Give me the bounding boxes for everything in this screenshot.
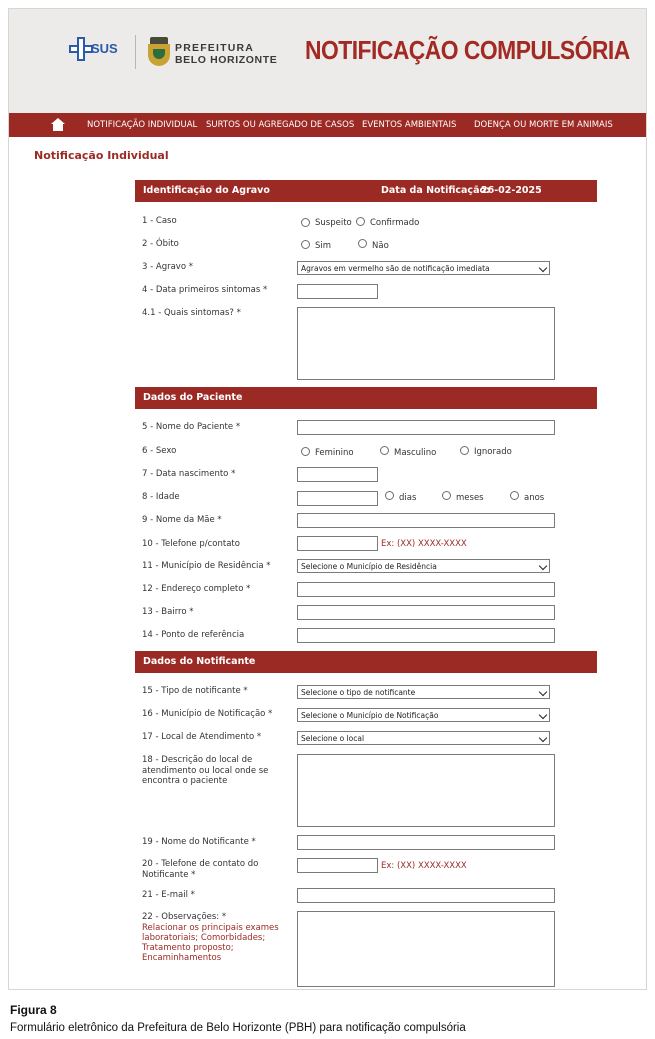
caso-label: 1 - Caso bbox=[142, 216, 177, 226]
sexo-ignorado-radio[interactable] bbox=[460, 446, 469, 455]
telefone-notificante-input[interactable] bbox=[297, 858, 378, 873]
tipo-notificante-select[interactable] bbox=[297, 685, 550, 699]
email-label: 21 - E-mail * bbox=[142, 890, 195, 900]
referencia-input[interactable] bbox=[297, 628, 555, 643]
section-title-notificante: Dados do Notificante bbox=[143, 656, 256, 667]
notification-date-value: 26-02-2025 bbox=[481, 185, 542, 196]
sus-logo bbox=[59, 31, 119, 67]
telefone-paciente-label: 10 - Telefone p/contato bbox=[142, 539, 240, 549]
telefone-notificante-hint: Ex: (XX) XXXX-XXXX bbox=[381, 861, 467, 871]
caso-confirmado-radio[interactable] bbox=[356, 217, 365, 226]
idade-anos-radio[interactable] bbox=[510, 491, 519, 500]
municipio-residencia-value: Selecione o Município de Residência bbox=[301, 562, 437, 571]
sexo-masculino-label: Masculino bbox=[394, 448, 437, 458]
telefone-notificante-label: 20 - Telefone de contato do Notificante * bbox=[142, 859, 259, 880]
idade-meses-label: meses bbox=[456, 493, 484, 503]
screenshot-frame bbox=[8, 8, 647, 990]
nascimento-label: 7 - Data nascimento * bbox=[142, 469, 236, 479]
local-atendimento-value: Selecione o local bbox=[301, 734, 365, 743]
municipio-residencia-select[interactable] bbox=[297, 559, 550, 573]
bairro-label: 13 - Bairro * bbox=[142, 607, 194, 617]
municipio-residencia-label: 11 - Município de Residência * bbox=[142, 561, 271, 571]
caso-suspeito-label: Suspeito bbox=[315, 218, 352, 228]
agravo-select[interactable] bbox=[297, 261, 550, 275]
sus-cross-icon bbox=[69, 37, 93, 61]
idade-label: 8 - Idade bbox=[142, 492, 180, 502]
obito-nao-radio[interactable] bbox=[358, 239, 367, 248]
obito-nao-label: Não bbox=[372, 241, 389, 251]
chevron-down-icon bbox=[539, 734, 547, 742]
nav-item-notificacao-individual[interactable]: NOTIFICAÇÃO INDIVIDUAL bbox=[87, 120, 198, 130]
idade-dias-label: dias bbox=[399, 493, 417, 503]
home-icon[interactable] bbox=[51, 118, 65, 131]
page-title: Notificação Individual bbox=[34, 149, 169, 162]
tipo-notificante-value: Selecione o tipo de notificante bbox=[301, 688, 416, 697]
nav-item-surtos[interactable]: SURTOS OU AGREGADO DE CASOS bbox=[206, 120, 355, 130]
tipo-notificante-label: 15 - Tipo de notificante * bbox=[142, 686, 248, 696]
quais-sintomas-textarea[interactable] bbox=[297, 307, 555, 380]
idade-dias-radio[interactable] bbox=[385, 491, 394, 500]
main-nav bbox=[9, 113, 647, 137]
pbh-logo-line2: BELO HORIZONTE bbox=[175, 54, 278, 66]
sexo-label: 6 - Sexo bbox=[142, 446, 177, 456]
section-bar-agravo bbox=[135, 180, 597, 202]
nome-mae-input[interactable] bbox=[297, 513, 555, 528]
chevron-down-icon bbox=[539, 562, 547, 570]
referencia-label: 14 - Ponto de referência bbox=[142, 630, 245, 640]
sus-logo-text: SUS bbox=[91, 41, 118, 56]
nome-mae-label: 9 - Nome da Mãe * bbox=[142, 515, 222, 525]
idade-meses-radio[interactable] bbox=[442, 491, 451, 500]
caso-confirmado-label: Confirmado bbox=[370, 218, 420, 228]
agravo-label: 3 - Agravo * bbox=[142, 262, 193, 272]
nome-notificante-label: 19 - Nome do Notificante * bbox=[142, 837, 256, 847]
pbh-emblem-icon bbox=[148, 37, 170, 67]
obito-label: 2 - Óbito bbox=[142, 239, 179, 249]
notification-date-label: Data da Notificação: bbox=[381, 185, 490, 196]
obito-sim-radio[interactable] bbox=[301, 240, 310, 249]
section-bar-paciente bbox=[135, 387, 597, 409]
email-input[interactable] bbox=[297, 888, 555, 903]
quais-sintomas-label: 4.1 - Quais sintomas? * bbox=[142, 308, 241, 318]
logo-divider bbox=[135, 35, 136, 69]
section-title-agravo: Identificação do Agravo bbox=[143, 185, 270, 196]
sexo-feminino-radio[interactable] bbox=[301, 447, 310, 456]
observacoes-textarea[interactable] bbox=[297, 911, 555, 987]
telefone-paciente-hint: Ex: (XX) XXXX-XXXX bbox=[381, 539, 467, 549]
data-sintomas-label: 4 - Data primeiros sintomas * bbox=[142, 285, 268, 295]
sexo-feminino-label: Feminino bbox=[315, 448, 354, 458]
chevron-down-icon bbox=[539, 688, 547, 696]
idade-input[interactable] bbox=[297, 491, 378, 506]
nascimento-input[interactable] bbox=[297, 467, 378, 482]
caso-suspeito-radio[interactable] bbox=[301, 218, 310, 227]
site-header bbox=[9, 9, 647, 113]
nome-paciente-input[interactable] bbox=[297, 420, 555, 435]
data-sintomas-input[interactable] bbox=[297, 284, 378, 299]
section-title-paciente: Dados do Paciente bbox=[143, 392, 243, 403]
section-bar-notificante bbox=[135, 651, 597, 673]
chevron-down-icon bbox=[539, 264, 547, 272]
observacoes-label: 22 - Observações: * bbox=[142, 912, 227, 922]
bairro-input[interactable] bbox=[297, 605, 555, 620]
idade-anos-label: anos bbox=[524, 493, 545, 503]
endereco-label: 12 - Endereço completo * bbox=[142, 584, 251, 594]
pbh-logo-line1: PREFEITURA bbox=[175, 42, 255, 54]
sexo-ignorado-label: Ignorado bbox=[474, 447, 512, 457]
descricao-local-textarea[interactable] bbox=[297, 754, 555, 827]
sexo-masculino-radio[interactable] bbox=[380, 446, 389, 455]
nav-item-doenca-animais[interactable]: DOENÇA OU MORTE EM ANIMAIS bbox=[474, 120, 613, 130]
local-atendimento-label: 17 - Local de Atendimento * bbox=[142, 732, 262, 742]
nome-paciente-label: 5 - Nome do Paciente * bbox=[142, 422, 241, 432]
telefone-paciente-input[interactable] bbox=[297, 536, 378, 551]
endereco-input[interactable] bbox=[297, 582, 555, 597]
figure-caption-title: Figura 8 bbox=[10, 1003, 57, 1017]
figure-caption-text: Formulário eletrônico da Prefeitura de Belo Horizonte (PBH) para notificação compulsória bbox=[10, 1022, 466, 1034]
observacoes-note: Relacionar os principais exames laboratoriais; Comorbidades; Tratamento proposto; Encaminhamentos bbox=[142, 923, 279, 963]
municipio-notificacao-label: 16 - Município de Notificação * bbox=[142, 709, 273, 719]
municipio-notificacao-select[interactable] bbox=[297, 708, 550, 722]
agravo-select-value: Agravos em vermelho são de notificação imediata bbox=[301, 264, 490, 273]
obito-sim-label: Sim bbox=[315, 241, 332, 251]
nome-notificante-input[interactable] bbox=[297, 835, 555, 850]
municipio-notificacao-value: Selecione o Município de Notificação bbox=[301, 711, 439, 720]
local-atendimento-select[interactable] bbox=[297, 731, 550, 745]
chevron-down-icon bbox=[539, 711, 547, 719]
site-title: NOTIFICAÇÃO COMPULSÓRIA bbox=[305, 35, 630, 65]
descricao-local-label: 18 - Descrição do local de atendimento ou local onde se encontra o paciente bbox=[142, 755, 269, 786]
nav-item-eventos-ambientais[interactable]: EVENTOS AMBIENTAIS bbox=[362, 120, 457, 130]
